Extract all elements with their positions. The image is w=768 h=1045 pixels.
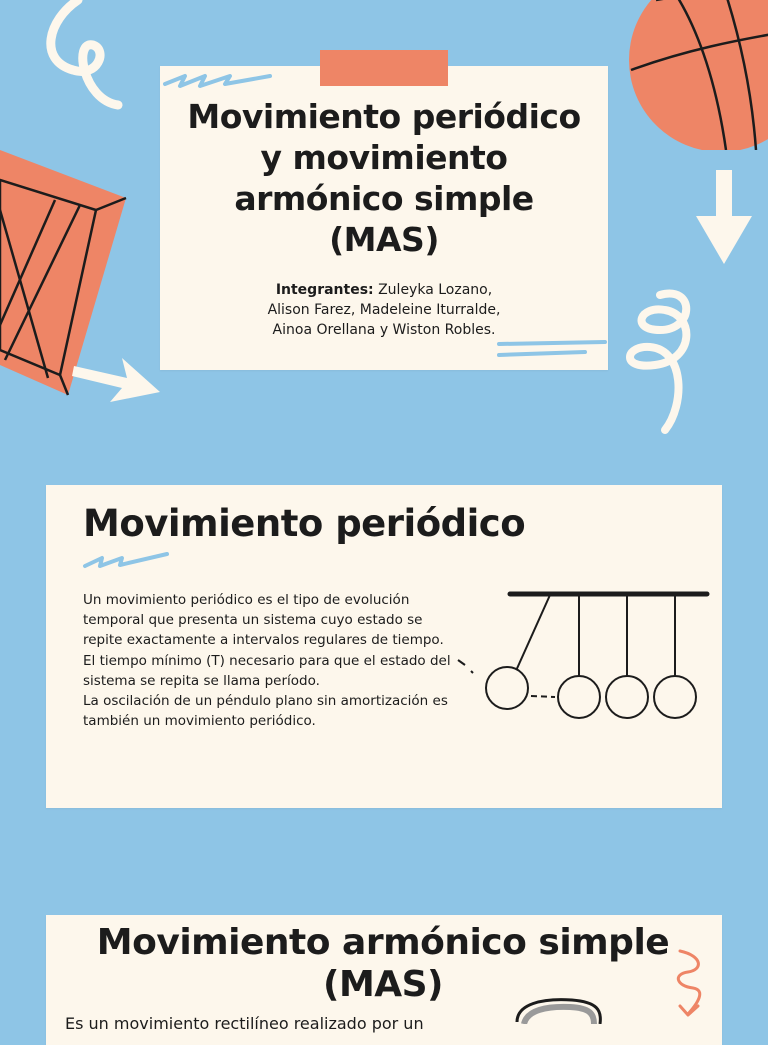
squiggle-icon: [38, 0, 128, 120]
arrow-down-icon: [668, 948, 708, 1020]
section-title-mas: Movimiento armónico simple (MAS): [96, 922, 670, 1005]
arrow-down-icon: [696, 170, 752, 266]
members-label: Integrantes:: [275, 282, 374, 298]
members-names: Zuleyka Lozano, Alison Farez, Madeleine Iturralde, Ainoa Orellana y Wiston Robles.: [267, 282, 501, 338]
section-body-mas: Es un movimiento rectilíneo realizado por un: [65, 1014, 424, 1033]
section-body-periodic: Un movimiento periódico es el tipo de evolución temporal que presenta un sistema cuyo estado se repite exactamente a intervalos regulares de tiempo. El tiempo mínimo (T) necesario para que el estado del sistema se repita se llama período. La oscilación de un péndulo plano sin amortización es también un movimiento periódico.: [83, 592, 451, 730]
page-title: Movimiento periódico y movimiento armónico simple (MAS): [187, 97, 581, 259]
section-title-periodic: Movimiento periódico: [83, 502, 526, 545]
tape-decoration: [320, 50, 448, 86]
squiggle-icon: [620, 285, 700, 435]
arrow-right-icon: [72, 350, 162, 406]
squiggle-icon: [495, 338, 610, 360]
members-text: [256, 280, 512, 340]
newtons-cradle-icon: [455, 585, 715, 725]
basketball-icon: [626, 0, 768, 150]
spring-icon: [512, 992, 607, 1024]
squiggle-icon: [160, 70, 280, 94]
squiggle-icon: [82, 550, 172, 572]
